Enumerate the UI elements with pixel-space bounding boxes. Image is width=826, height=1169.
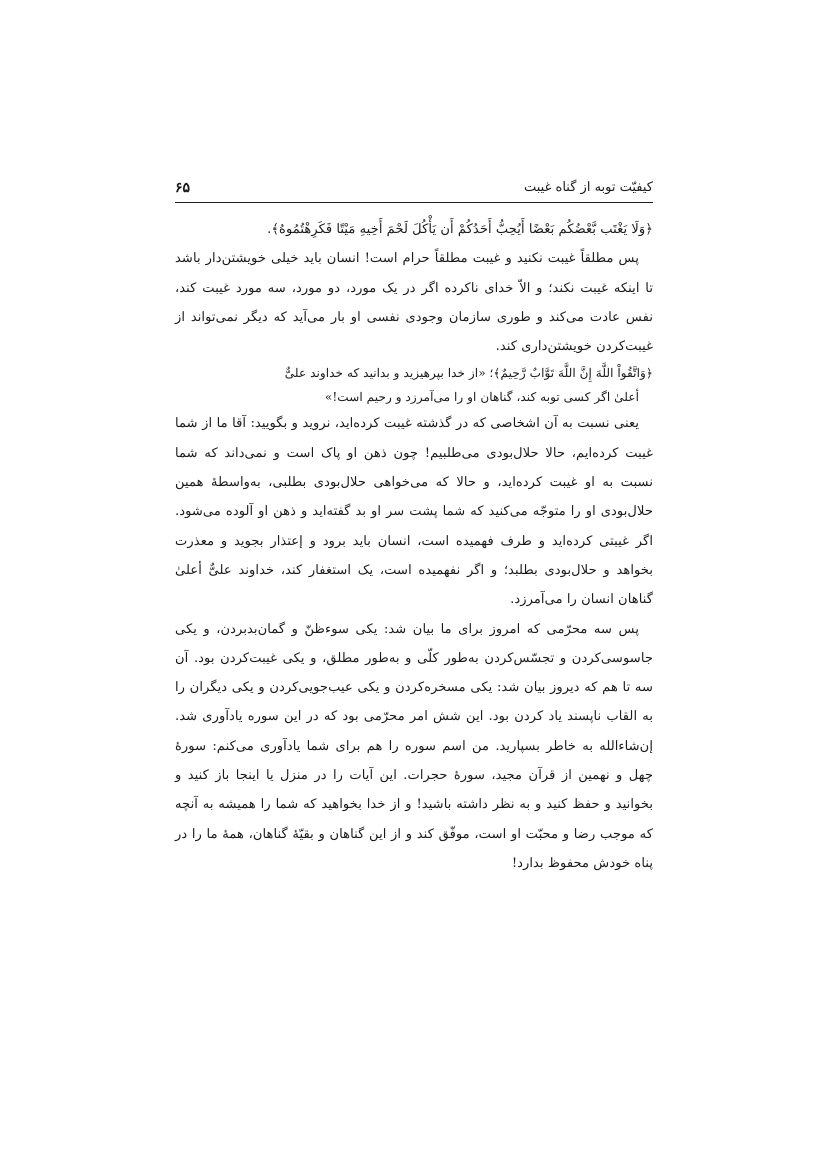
quote-line-1: ﴿وَاتَّقُواْ اللَّهَ إِنَّ اللَّهَ تَوَّابٌ رَّحِيمٌ﴾؛ «از خدا بپرهیزید و بدانید که خداوند علیٌّ [284, 366, 653, 381]
quote-line-2: أعلیٰ اگر کسی توبه کند، گناهان او را می‌آمرزد و رحیم است!» [324, 390, 639, 405]
page-number: ۶۵ [175, 180, 191, 196]
quran-verse-paragraph: ﴿وَلَا يَغْتَب بَّعْضُكُم بَعْضًا أَيُحِبُّ أَحَدُكُمْ أَن يَأْكُلَ لَحْمَ أَخِيهِ مَيْتًا فَكَرِهْتُمُوهُ﴾. [267, 222, 653, 237]
paragraph-2: یعنی نسبت به آن اشخاصی که در گذشته غیبت کرده‌اید، نروید و بگویید: آقا ما از شما غیبت کرده‌ایم، حالا حلال‌بودی می‌طلبیم! چون ذهن او پاک است و نمی‌داند که شما نسبت به او غیبت کرده‌اید، و حالا که می‌خواهی حلال‌بودی بطلبی، به‌واسطهٔ همین حلال‌بودی او را متوجّه می‌کنید که شما پشت سر او بد گفته‌اید و ذهن او آلوده می‌شود. اگر غیبتی کرده‌اید و طرف فهمیده است، انسان باید برود و إعتذار بجوید و معذرت بخواهد و حلال‌بودی بطلبد؛ و اگر نفهمیده است، یک استغفار کند، خداوند علیٌّ أعلیٰ گناهان انسان را می‌آمرزد. [175, 416, 653, 608]
quran-quote-block [175, 361, 653, 409]
running-title: کیفیّت توبه از گناه غیبت [523, 180, 653, 195]
paragraph-1: پس مطلقاً غیبت نکنید و غیبت مطلقاً حرام است! انسان باید خیلی خویشتن‌دار باشد تا اینکه غیبت نکند؛ و الاّ خدای ناکرده اگر در یک مورد، دو مورد، سه مورد غیبت کند، نفس عادت می‌کند و طوری سازمان وجودی نفسی او بار می‌آید که دیگر نمی‌تواند از غیبت‌کردن خویشتن‌داری کند. [175, 251, 653, 355]
book-page [175, 0, 653, 1169]
header-divider [175, 202, 653, 203]
page-header [175, 177, 653, 199]
body-text [175, 215, 653, 878]
paragraph-3: پس سه محرّمی که امروز برای ما بیان شد: یکی سوءظنّ و گمان‌بدبردن، و یکی جاسوسی‌کردن و تجسّس‌کردن به‌طور کلّی و به‌طور مطلق، و یکی غیبت‌کردن بود. آن سه تا هم که دیروز بیان شد: یکی مسخره‌کردن و یکی عیب‌جویی‌کردن و یکی دیگران را به القاب ناپسند یاد کردن بود. این شش امر محرّمی بود که در این سوره یادآوری شد. إن‌شاءالله به خاطر بسپارید. من اسم سوره را هم برای شما یادآوری می‌کنم: سورهٔ چهل و نهمین از قرآن مجید، سورهٔ حجرات. این آیات را در منزل یا اینجا باز کنید و بخوانید و حفظ کنید و به نظر داشته باشید! و از خدا بخواهید که شما را همیشه به آنچه که موجب رضا و محبّت او است، موفّق کند و از این گناهان و بقیّهٔ گناهان، همهٔ ما را در پناه خودش محفوظ بدارد! [175, 621, 653, 871]
